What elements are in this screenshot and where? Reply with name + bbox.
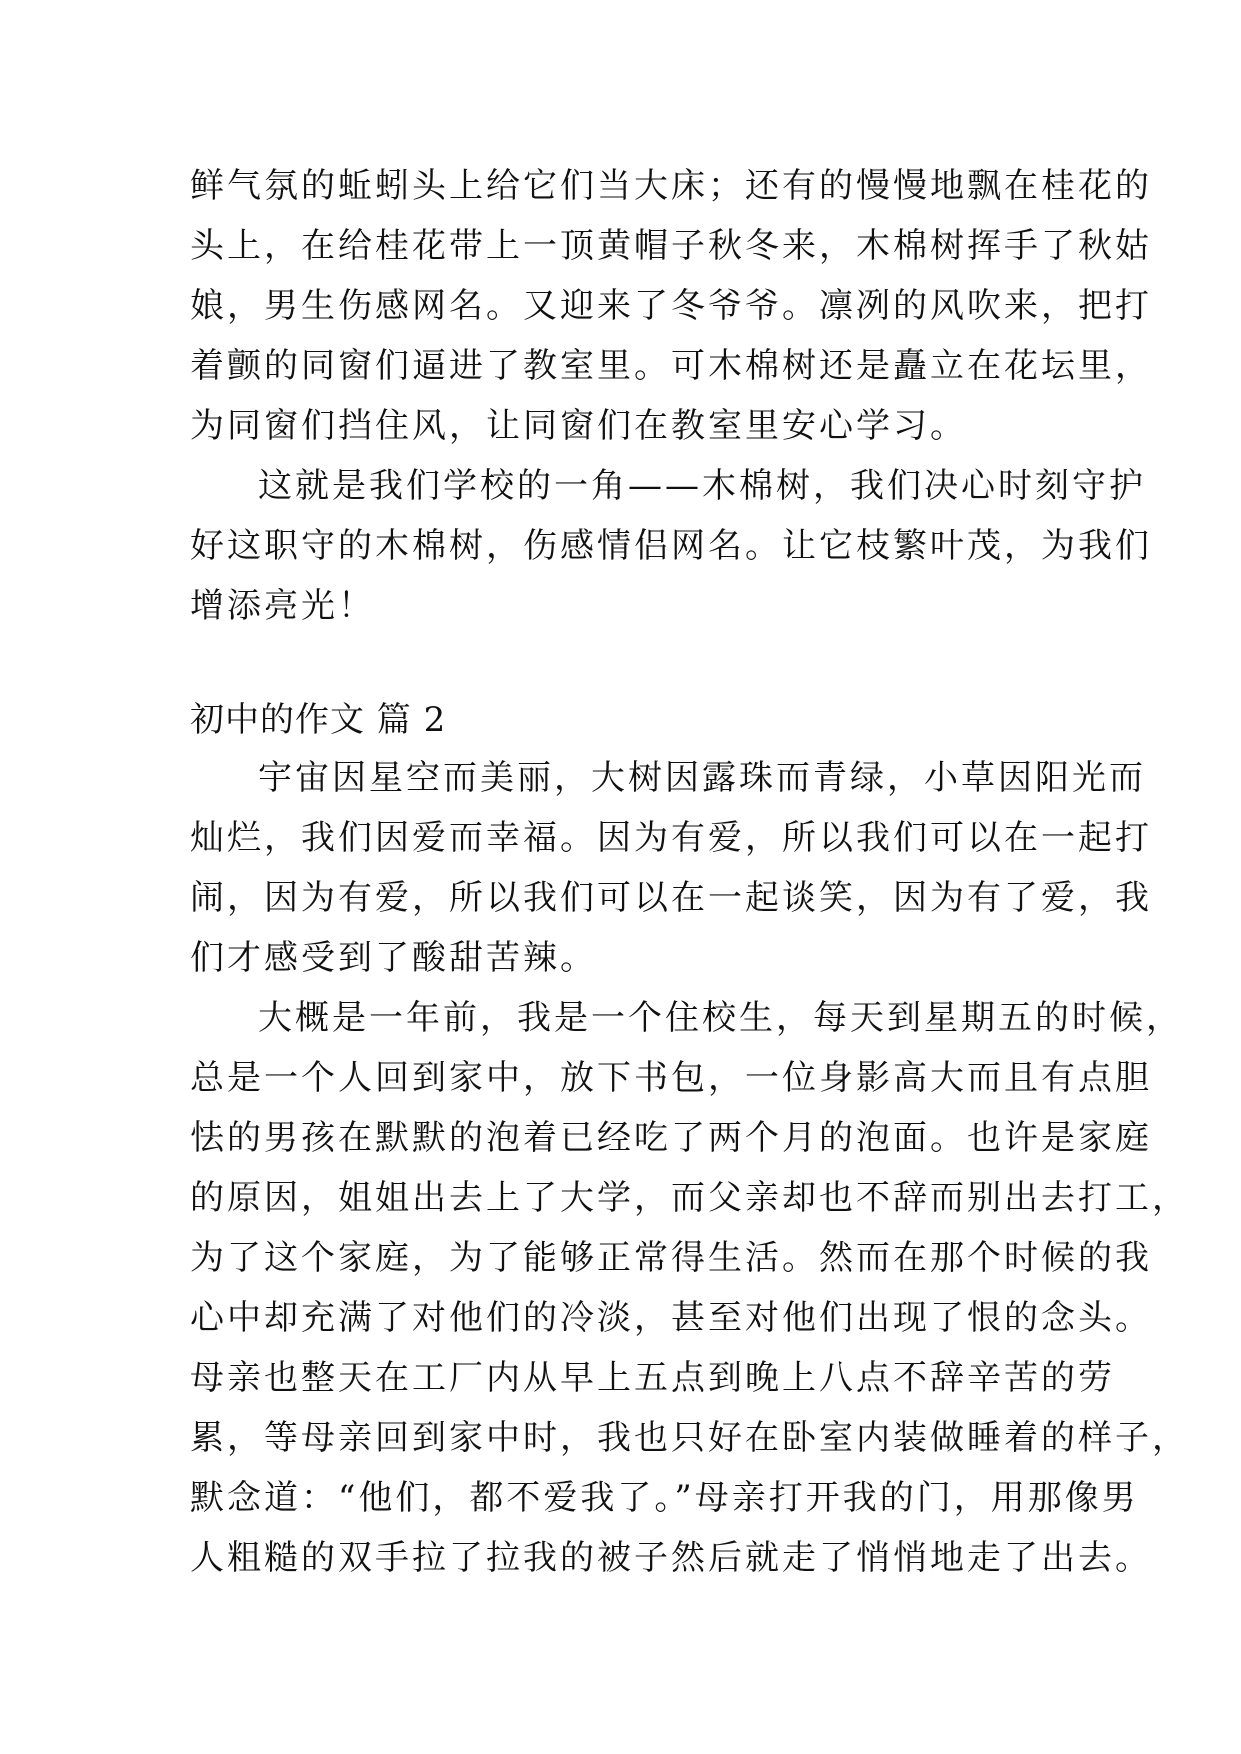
paragraph-line: 灿烂，我们因爱而幸福。因为有爱，所以我们可以在一起打: [190, 818, 1152, 858]
paragraph-line: 们才感受到了酸甜苦辣。: [190, 938, 597, 978]
paragraph-line: 心中却充满了对他们的冷淡，甚至对他们出现了恨的念头。: [190, 1298, 1152, 1338]
paragraph-line: 着颤的同窗们逼进了教室里。可木棉树还是矗立在花坛里，: [190, 346, 1152, 386]
paragraph-line: 累，等母亲回到家中时，我也只好在卧室内装做睡着的样子，: [190, 1418, 1189, 1458]
paragraph-line: 大概是一年前，我是一个住校生，每天到星期五的时候，: [258, 998, 1183, 1038]
paragraph-line: 母亲也整天在工厂内从早上五点到晚上八点不辞辛苦的劳: [190, 1358, 1115, 1398]
paragraph-line: 增添亮光！: [190, 586, 375, 626]
paragraph-line: 好这职守的木棉树，伤感情侣网名。让它枝繁叶茂，为我们: [190, 526, 1152, 566]
paragraph-line: 为了这个家庭，为了能够正常得生活。然而在那个时候的我: [190, 1238, 1152, 1278]
section-heading: 初中的作文 篇 2: [190, 700, 447, 740]
paragraph-line: 的原因，姐姐出去上了大学，而父亲却也不辞而别出去打工，: [190, 1178, 1189, 1218]
paragraph-line: 这就是我们学校的一角——木棉树，我们决心时刻守护: [258, 466, 1146, 506]
paragraph-line: 默念道：“他们，都不爱我了。”母亲打开我的门，用那像男: [190, 1478, 1139, 1518]
paragraph-line: 为同窗们挡住风，让同窗们在教室里安心学习。: [190, 406, 967, 446]
paragraph-line: 宇宙因星空而美丽，大树因露珠而青绿，小草因阳光而: [258, 758, 1146, 798]
paragraph-line: 娘，男生伤感网名。又迎来了冬爷爷。凛冽的风吹来，把打: [190, 286, 1152, 326]
paragraph-line: 怯的男孩在默默的泡着已经吃了两个月的泡面。也许是家庭: [190, 1118, 1152, 1158]
paragraph-line: 总是一个人回到家中，放下书包，一位身影高大而且有点胆: [190, 1058, 1152, 1098]
paragraph-line: 闹，因为有爱，所以我们可以在一起谈笑，因为有了爱，我: [190, 878, 1152, 918]
paragraph-line: 鲜气氛的蚯蚓头上给它们当大床；还有的慢慢地飘在桂花的: [190, 166, 1152, 206]
paragraph-line: 头上，在给桂花带上一顶黄帽子秋冬来，木棉树挥手了秋姑: [190, 226, 1152, 266]
paragraph-line: 人粗糙的双手拉了拉我的被子然后就走了悄悄地走了出去。: [190, 1538, 1152, 1578]
